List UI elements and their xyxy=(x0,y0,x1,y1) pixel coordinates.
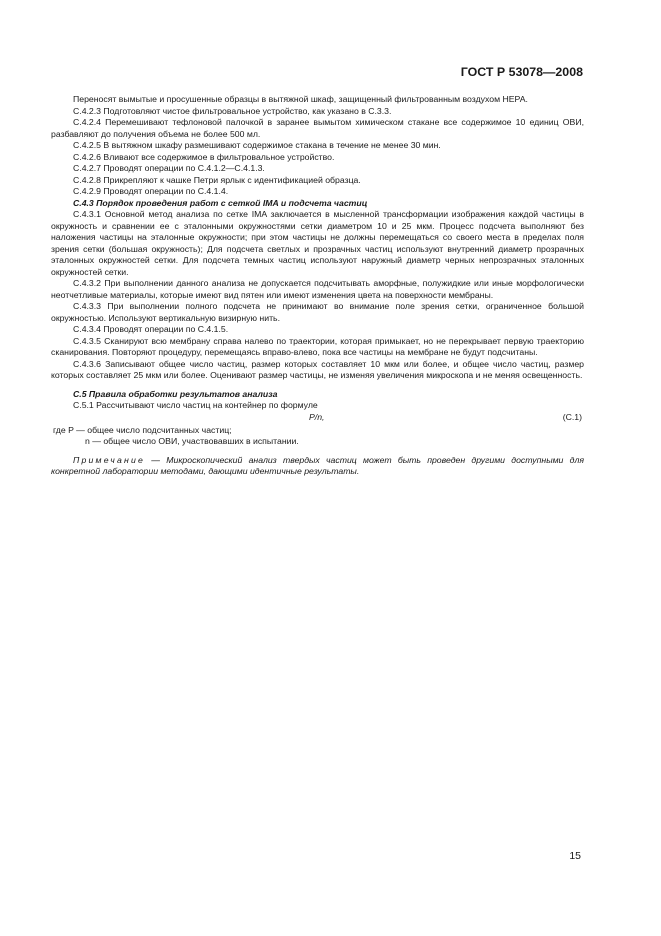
paragraph: С.4.2.5 В вытяжном шкафу размешивают содержимое стакана в течение не менее 30 мин. xyxy=(73,140,441,150)
paragraph: С.4.3.6 Записывают общее число частиц, размер которых составляет 10 мкм или более, и общее число частиц, размер которых составляет 25 мкм или более. Оценивают размер частицы, не изменяя увеличения микроскопа и не меняя освещенность. xyxy=(51,358,584,380)
paragraph: С.4.2.4 Перемешивают тефлоновой палочкой в заранее вымытом химическом стакане все содержимое 10 единиц ОВИ, разбавляют до получения объема не более 500 мл. xyxy=(51,117,584,139)
section-heading-c43: С.4.3 Порядок проведения работ с сеткой IMA и подсчета частиц xyxy=(73,197,368,208)
paragraph: С.4.2.6 Вливают все содержимое в фильтровальное устройство. xyxy=(73,151,335,162)
definition-p: где P — общее число подсчитанных частиц; xyxy=(53,424,232,435)
paragraph: С.4.2.9 Проводят операции по С.4.1.4. xyxy=(73,186,229,196)
formula: P/n, xyxy=(309,411,325,422)
paragraph: С.5.1 Рассчитывают число частиц на контейнер по формуле xyxy=(73,400,318,410)
paragraph: С.4.2.7 Проводят операции по С.4.1.2—С.4.1.3. xyxy=(73,163,265,173)
paragraph: С.4.3.4 Проводят операции по С.4.1.5. xyxy=(73,324,229,334)
note xyxy=(51,455,584,478)
paragraph: Переносят вымытые и просушенные образцы в вытяжной шкаф, защищенный фильтрованным воздухом НЕРА. xyxy=(73,94,528,104)
page-number: 15 xyxy=(569,850,581,862)
paragraph: С.4.3.5 Сканируют всю мембрану справа налево по траектории, которая примыкает, но не перекрывает первую траекторию сканирования. Повторяют процедуру, перемещаясь вправо-влево, пока все частицы на мембране не будут подсчитаны. xyxy=(51,335,584,357)
paragraph: С.4.3.3 При выполнении полного подсчета не принимают во внимание поле зрения сетки, ограниченное большой окружностью. Используют вертикальную визирную нить. xyxy=(51,301,584,323)
note-label: Примечание xyxy=(73,454,146,465)
note-text: — Микроскопический анализ твердых частиц может быть проведен другими доступными для конкретной лаборатории методами, дающими идентичные результаты. xyxy=(51,454,584,476)
document-body xyxy=(51,94,584,478)
formula-row xyxy=(51,412,584,425)
paragraph: С.4.2.3 Подготовляют чистое фильтровальное устройство, как указано в С.3.3. xyxy=(73,105,392,116)
paragraph: С.4.3.1 Основной метод анализа по сетке IMA заключается в мысленной трансформации изображения каждой частицы в окружность и сравнении ее с эталонными окружностями сетки диаметром 10 и 25 мкм. Процесс подсчета выполняют без наложения частицы на эталонные окружности; при этом частицы не должны перемещаться со своего места в пределах поля зрения сетки (большая окружность); Для подсчета светлых и прозрачных частиц используют внутренний диаметр прозрачных эталонных окружностей сетки. Для подсчета темных частиц используют наружный диаметр черных непрозрачных эталонных окружностей сетки. xyxy=(51,209,584,277)
paragraph: С.4.3.2 При выполнении данного анализа не допускается подсчитывать аморфные, полужидкие или иные морфологически неотчетливые материалы, которые имеют вид пятен или имеют изменения цвета на поверхности мембраны. xyxy=(51,278,584,300)
section-heading-c5: С.5 Правила обработки результатов анализа xyxy=(73,388,278,399)
document-header: ГОСТ Р 53078—2008 xyxy=(460,65,583,79)
equation-number: (С.1) xyxy=(562,411,582,422)
paragraph: С.4.2.8 Прикрепляют к чашке Петри ярлык с идентификацией образца. xyxy=(73,174,361,185)
definition-n: n — общее число ОВИ, участвовавших в испытании. xyxy=(85,436,299,446)
